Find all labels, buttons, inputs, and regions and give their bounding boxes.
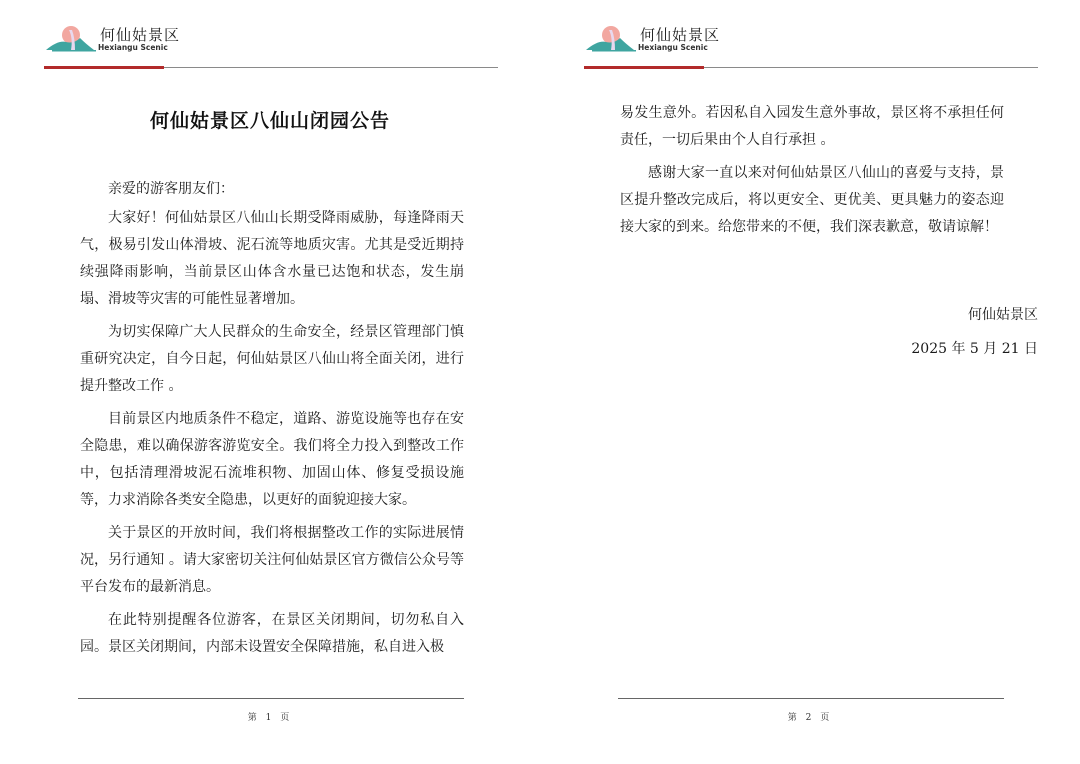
scenic-logo-icon xyxy=(584,24,636,54)
scenic-logo-icon xyxy=(44,24,96,54)
brand-name-cn: 何仙姑景区 xyxy=(100,26,181,44)
brand-name-cn: 何仙姑景区 xyxy=(640,26,721,44)
paragraph: 大家好！何仙姑景区八仙山长期受降雨威胁，每逢降雨天气，极易引发山体滑坡、泥石流等地质灾害。尤其是受近期持续强降雨影响，当前景区山体含水量已达饱和状态，发生崩塌、滑坡等灾害的可能性显著增加。 xyxy=(80,210,464,307)
footer-divider xyxy=(78,698,464,699)
document-body-page-1 xyxy=(80,205,464,667)
brand-name-en: Hexiangu Scenic xyxy=(638,43,708,52)
page-number: 第 1 页 xyxy=(247,713,293,723)
brand-name-en: Hexiangu Scenic xyxy=(98,43,168,52)
document-title: 何仙姑景区八仙山闭园公告 xyxy=(149,110,390,132)
page-header xyxy=(44,22,500,72)
footer-divider xyxy=(618,698,1004,699)
paragraph: 在此特别提醒各位游客，在景区关闭期间，切勿私自入园。景区关闭期间，内部未设置安全保障措施，私自进入极 xyxy=(80,612,464,655)
paragraph: 关于景区的开放时间，我们将根据整改工作的实际进展情况，另行通知 。请大家密切关注何仙姑景区官方微信公众号等平台发布的最新消息。 xyxy=(80,525,464,595)
header-accent-bar xyxy=(584,66,704,69)
page-number: 第 2 页 xyxy=(787,713,833,723)
header-accent-bar xyxy=(44,66,164,69)
signature: 何仙姑景区 xyxy=(968,307,1038,323)
paragraph: 易发生意外。若因私自入园发生意外事故，景区将不承担任何责任，一切后果由个人自行承担 。 xyxy=(620,105,1004,148)
document-body-page-2 xyxy=(620,100,1004,247)
paragraph: 为切实保障广大人民群众的生命安全，经景区管理部门慎重研究决定，自今日起，何仙姑景区八仙山将全面关闭，进行提升整改工作 。 xyxy=(80,324,464,394)
page-header xyxy=(584,22,1040,72)
date: 2025 年 5 月 21 日 xyxy=(911,341,1038,357)
paragraph: 感谢大家一直以来对何仙姑景区八仙山的喜爱与支持，景区提升整改完成后，将以更安全、更优美、更具魅力的姿态迎接大家的到来。给您带来的不便，我们深表歉意，敬请谅解！ xyxy=(620,165,1004,235)
paragraph: 目前景区内地质条件不稳定，道路、游览设施等也存在安全隐患，难以确保游客游览安全。我们将全力投入到整改工作中，包括清理滑坡泥石流堆积物、加固山体、修复受损设施等，力求消除各类安全隐患，以更好的面貌迎接大家。 xyxy=(80,411,464,508)
document-page-2 xyxy=(540,0,1080,764)
salutation: 亲爱的游客朋友们： xyxy=(108,181,234,197)
